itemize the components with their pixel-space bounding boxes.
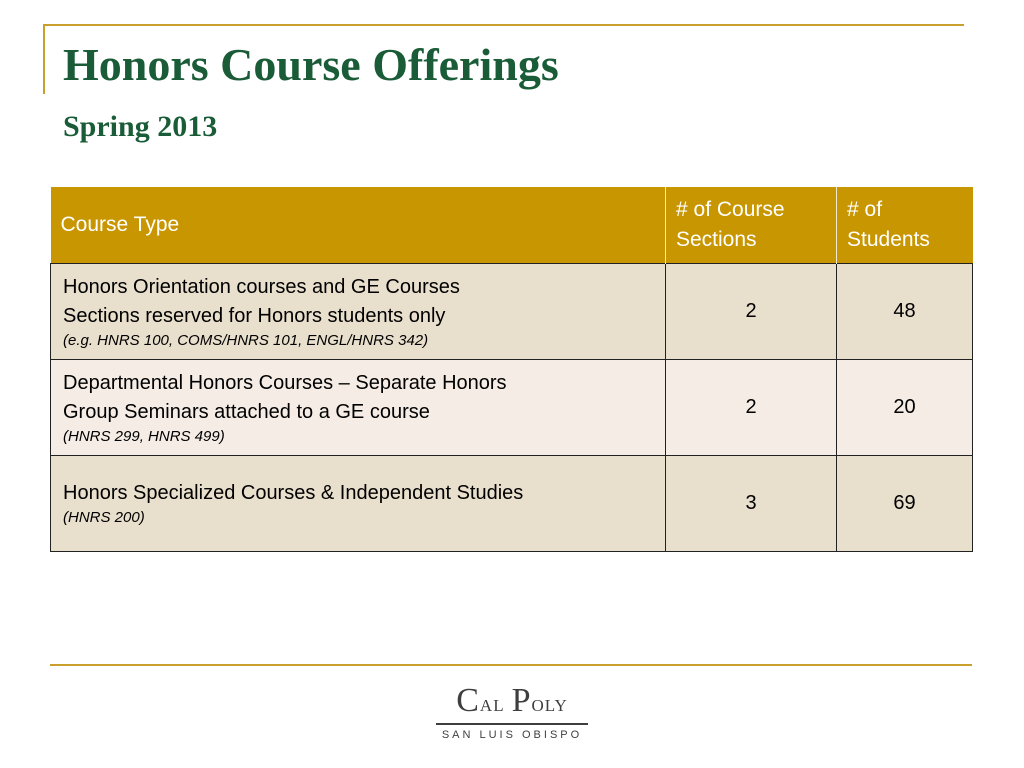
- header-students: # of Students: [837, 187, 973, 264]
- table-row: [51, 264, 973, 360]
- course-type-cell: [51, 456, 666, 552]
- course-type-line: Departmental Honors Courses – Separate Honors: [63, 371, 507, 394]
- course-type-line: Honors Specialized Courses & Independent Studies: [63, 482, 524, 504]
- logo-divider: [436, 723, 588, 725]
- offerings-table: [50, 187, 973, 552]
- course-type-line: Group Seminars attached to a GE course: [63, 400, 430, 423]
- course-type-line: Honors Orientation courses and GE Courses: [63, 275, 460, 298]
- students-count: 69: [837, 456, 973, 552]
- footer-rule: [50, 664, 972, 666]
- table-header-row: [51, 187, 973, 264]
- sections-count: 3: [666, 456, 837, 552]
- sections-count: 2: [666, 360, 837, 456]
- table-row: [51, 360, 973, 456]
- slide-title: Honors Course Offerings: [63, 39, 559, 90]
- course-examples-note: (HNRS 299, HNRS 499): [63, 427, 225, 445]
- top-rule: [43, 24, 964, 26]
- course-examples-note: (HNRS 200): [63, 509, 145, 526]
- header-course-type: Course Type: [51, 187, 666, 264]
- slide-subtitle: Spring 2013: [63, 110, 218, 143]
- course-type-cell: [51, 264, 666, 360]
- course-examples-note: (e.g. HNRS 100, COMS/HNRS 101, ENGL/HNRS 342): [63, 331, 429, 349]
- students-count: 48: [837, 264, 973, 360]
- course-type-cell: [51, 360, 666, 456]
- header-course-sections: # of Course Sections: [666, 187, 837, 264]
- logo-subtitle: SAN LUIS OBISPO: [441, 729, 583, 741]
- cal-poly-logo: [432, 683, 592, 741]
- students-count: 20: [837, 360, 973, 456]
- course-type-line: Sections reserved for Honors students only: [63, 304, 446, 327]
- left-rule: [43, 24, 45, 94]
- table-row: [51, 456, 973, 552]
- sections-count: 2: [666, 264, 837, 360]
- logo-wordmark: Cal Poly: [456, 682, 568, 719]
